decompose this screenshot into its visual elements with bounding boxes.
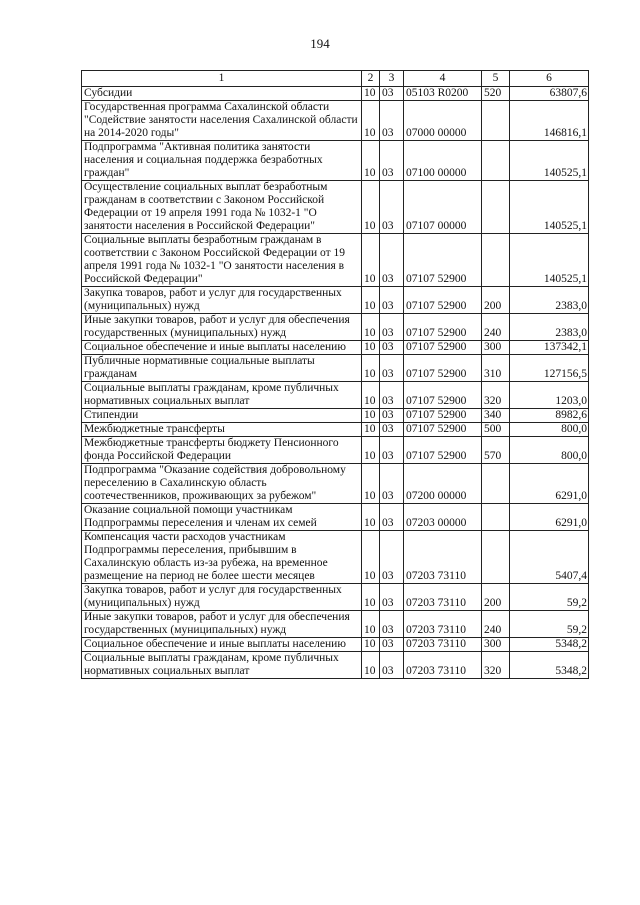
table-row — [82, 355, 589, 382]
subsection-code-cell: 03 — [380, 234, 404, 287]
column-header: 6 — [510, 71, 589, 87]
column-header: 1 — [82, 71, 362, 87]
table-row — [82, 652, 589, 679]
row-name-cell: Подпрограмма "Оказание содействия добровольному переселению в Сахалинскую область соотечественников, проживающих за рубежом" — [82, 464, 362, 504]
table-row — [82, 341, 589, 355]
table-row — [82, 181, 589, 234]
amount-cell: 800,0 — [510, 423, 589, 437]
section-code-cell: 10 — [362, 87, 380, 101]
section-code-cell: 10 — [362, 341, 380, 355]
target-item-code-cell: 07107 52900 — [404, 355, 482, 382]
table-row — [82, 437, 589, 464]
amount-cell: 5348,2 — [510, 638, 589, 652]
subsection-code-cell: 03 — [380, 181, 404, 234]
table-row — [82, 611, 589, 638]
expense-type-code-cell: 240 — [482, 611, 510, 638]
section-code-cell: 10 — [362, 464, 380, 504]
column-header: 3 — [380, 71, 404, 87]
table-header-row — [82, 71, 589, 87]
amount-cell: 5407,4 — [510, 531, 589, 584]
amount-cell: 146816,1 — [510, 101, 589, 141]
table-row — [82, 314, 589, 341]
row-name-cell: Социальные выплаты безработным гражданам в соответствии с Законом Российской Федерации от 19 апреля 1991 года № 1032-1 "О занятости населения в Российской Федерации" — [82, 234, 362, 287]
section-code-cell: 10 — [362, 355, 380, 382]
section-code-cell: 10 — [362, 234, 380, 287]
subsection-code-cell: 03 — [380, 409, 404, 423]
page-number: 194 — [310, 36, 330, 51]
expense-type-code-cell: 520 — [482, 87, 510, 101]
target-item-code-cell: 07000 00000 — [404, 101, 482, 141]
amount-cell: 2383,0 — [510, 314, 589, 341]
expense-type-code-cell: 200 — [482, 287, 510, 314]
expense-type-code-cell: 570 — [482, 437, 510, 464]
amount-cell: 140525,1 — [510, 181, 589, 234]
section-code-cell: 10 — [362, 382, 380, 409]
table-row — [82, 409, 589, 423]
row-name-cell: Социальные выплаты гражданам, кроме публичных нормативных социальных выплат — [82, 382, 362, 409]
row-name-cell: Закупка товаров, работ и услуг для государственных (муниципальных) нужд — [82, 287, 362, 314]
subsection-code-cell: 03 — [380, 638, 404, 652]
subsection-code-cell: 03 — [380, 355, 404, 382]
expense-type-code-cell — [482, 234, 510, 287]
subsection-code-cell: 03 — [380, 437, 404, 464]
table-row — [82, 287, 589, 314]
section-code-cell: 10 — [362, 409, 380, 423]
expense-type-code-cell: 240 — [482, 314, 510, 341]
amount-cell: 1203,0 — [510, 382, 589, 409]
table-row — [82, 531, 589, 584]
row-name-cell: Социальные выплаты гражданам, кроме публичных нормативных социальных выплат — [82, 652, 362, 679]
target-item-code-cell: 07107 52900 — [404, 437, 482, 464]
target-item-code-cell: 07203 00000 — [404, 504, 482, 531]
amount-cell: 6291,0 — [510, 504, 589, 531]
section-code-cell: 10 — [362, 314, 380, 341]
target-item-code-cell: 07203 73110 — [404, 584, 482, 611]
amount-cell: 63807,6 — [510, 87, 589, 101]
row-name-cell: Социальное обеспечение и иные выплаты населению — [82, 638, 362, 652]
target-item-code-cell: 07100 00000 — [404, 141, 482, 181]
subsection-code-cell: 03 — [380, 464, 404, 504]
row-name-cell: Межбюджетные трансферты бюджету Пенсионного фонда Российской Федерации — [82, 437, 362, 464]
row-name-cell: Иные закупки товаров, работ и услуг для обеспечения государственных (муниципальных) нужд — [82, 314, 362, 341]
section-code-cell: 10 — [362, 101, 380, 141]
expense-type-code-cell: 300 — [482, 638, 510, 652]
column-header: 2 — [362, 71, 380, 87]
target-item-code-cell: 07107 52900 — [404, 287, 482, 314]
section-code-cell: 10 — [362, 638, 380, 652]
section-code-cell: 10 — [362, 423, 380, 437]
target-item-code-cell: 07107 52900 — [404, 234, 482, 287]
amount-cell: 59,2 — [510, 611, 589, 638]
section-code-cell: 10 — [362, 287, 380, 314]
target-item-code-cell: 07107 52900 — [404, 341, 482, 355]
expense-type-code-cell: 340 — [482, 409, 510, 423]
amount-cell: 59,2 — [510, 584, 589, 611]
target-item-code-cell: 07107 52900 — [404, 409, 482, 423]
row-name-cell: Иные закупки товаров, работ и услуг для обеспечения государственных (муниципальных) нужд — [82, 611, 362, 638]
amount-cell: 140525,1 — [510, 234, 589, 287]
subsection-code-cell: 03 — [380, 504, 404, 531]
row-name-cell: Государственная программа Сахалинской области "Содействие занятости населения Сахалинской области на 2014-2020 годы" — [82, 101, 362, 141]
section-code-cell: 10 — [362, 531, 380, 584]
row-name-cell: Компенсация части расходов участникам Подпрограммы переселения, прибывшим в Сахалинскую область из-за рубежа, на временное размещение на период не более шести месяцев — [82, 531, 362, 584]
table-row — [82, 87, 589, 101]
table-row — [82, 101, 589, 141]
subsection-code-cell: 03 — [380, 584, 404, 611]
table-row — [82, 638, 589, 652]
column-header: 4 — [404, 71, 482, 87]
subsection-code-cell: 03 — [380, 652, 404, 679]
subsection-code-cell: 03 — [380, 287, 404, 314]
expense-type-code-cell: 310 — [482, 355, 510, 382]
subsection-code-cell: 03 — [380, 423, 404, 437]
section-code-cell: 10 — [362, 611, 380, 638]
subsection-code-cell: 03 — [380, 611, 404, 638]
expense-type-code-cell — [482, 101, 510, 141]
target-item-code-cell: 07107 52900 — [404, 314, 482, 341]
target-item-code-cell: 07203 73110 — [404, 611, 482, 638]
row-name-cell: Субсидии — [82, 87, 362, 101]
expense-type-code-cell — [482, 531, 510, 584]
amount-cell: 127156,5 — [510, 355, 589, 382]
subsection-code-cell: 03 — [380, 341, 404, 355]
row-name-cell: Межбюджетные трансферты — [82, 423, 362, 437]
expense-type-code-cell: 320 — [482, 652, 510, 679]
target-item-code-cell: 07107 52900 — [404, 423, 482, 437]
table-row — [82, 382, 589, 409]
subsection-code-cell: 03 — [380, 101, 404, 141]
amount-cell: 800,0 — [510, 437, 589, 464]
section-code-cell: 10 — [362, 437, 380, 464]
subsection-code-cell: 03 — [380, 531, 404, 584]
section-code-cell: 10 — [362, 181, 380, 234]
row-name-cell: Социальное обеспечение и иные выплаты населению — [82, 341, 362, 355]
budget-table — [81, 70, 589, 679]
section-code-cell: 10 — [362, 504, 380, 531]
row-name-cell: Оказание социальной помощи участникам Подпрограммы переселения и членам их семей — [82, 504, 362, 531]
expense-type-code-cell — [482, 464, 510, 504]
table-row — [82, 141, 589, 181]
target-item-code-cell: 07203 73110 — [404, 652, 482, 679]
row-name-cell: Закупка товаров, работ и услуг для государственных (муниципальных) нужд — [82, 584, 362, 611]
table-row — [82, 464, 589, 504]
section-code-cell: 10 — [362, 652, 380, 679]
target-item-code-cell: 07107 52900 — [404, 382, 482, 409]
column-header: 5 — [482, 71, 510, 87]
amount-cell: 140525,1 — [510, 141, 589, 181]
amount-cell: 8982,6 — [510, 409, 589, 423]
expense-type-code-cell: 200 — [482, 584, 510, 611]
row-name-cell: Публичные нормативные социальные выплаты гражданам — [82, 355, 362, 382]
target-item-code-cell: 07203 73110 — [404, 638, 482, 652]
section-code-cell: 10 — [362, 141, 380, 181]
amount-cell: 6291,0 — [510, 464, 589, 504]
amount-cell: 5348,2 — [510, 652, 589, 679]
amount-cell: 137342,1 — [510, 341, 589, 355]
expense-type-code-cell — [482, 141, 510, 181]
target-item-code-cell: 07200 00000 — [404, 464, 482, 504]
expense-type-code-cell — [482, 504, 510, 531]
subsection-code-cell: 03 — [380, 141, 404, 181]
row-name-cell: Стипендии — [82, 409, 362, 423]
expense-type-code-cell: 300 — [482, 341, 510, 355]
expense-type-code-cell: 320 — [482, 382, 510, 409]
target-item-code-cell: 05103 R0200 — [404, 87, 482, 101]
row-name-cell: Подпрограмма "Активная политика занятости населения и социальная поддержка безработных граждан" — [82, 141, 362, 181]
expense-type-code-cell — [482, 181, 510, 234]
table-row — [82, 423, 589, 437]
target-item-code-cell: 07203 73110 — [404, 531, 482, 584]
subsection-code-cell: 03 — [380, 382, 404, 409]
expense-type-code-cell: 500 — [482, 423, 510, 437]
table-row — [82, 504, 589, 531]
table-row — [82, 234, 589, 287]
amount-cell: 2383,0 — [510, 287, 589, 314]
section-code-cell: 10 — [362, 584, 380, 611]
target-item-code-cell: 07107 00000 — [404, 181, 482, 234]
subsection-code-cell: 03 — [380, 87, 404, 101]
subsection-code-cell: 03 — [380, 314, 404, 341]
row-name-cell: Осуществление социальных выплат безработным гражданам в соответствии с Законом Российской Федерации от 19 апреля 1991 года № 1032-1 "О занятости населения в Российской Федерации" — [82, 181, 362, 234]
table-row — [82, 584, 589, 611]
